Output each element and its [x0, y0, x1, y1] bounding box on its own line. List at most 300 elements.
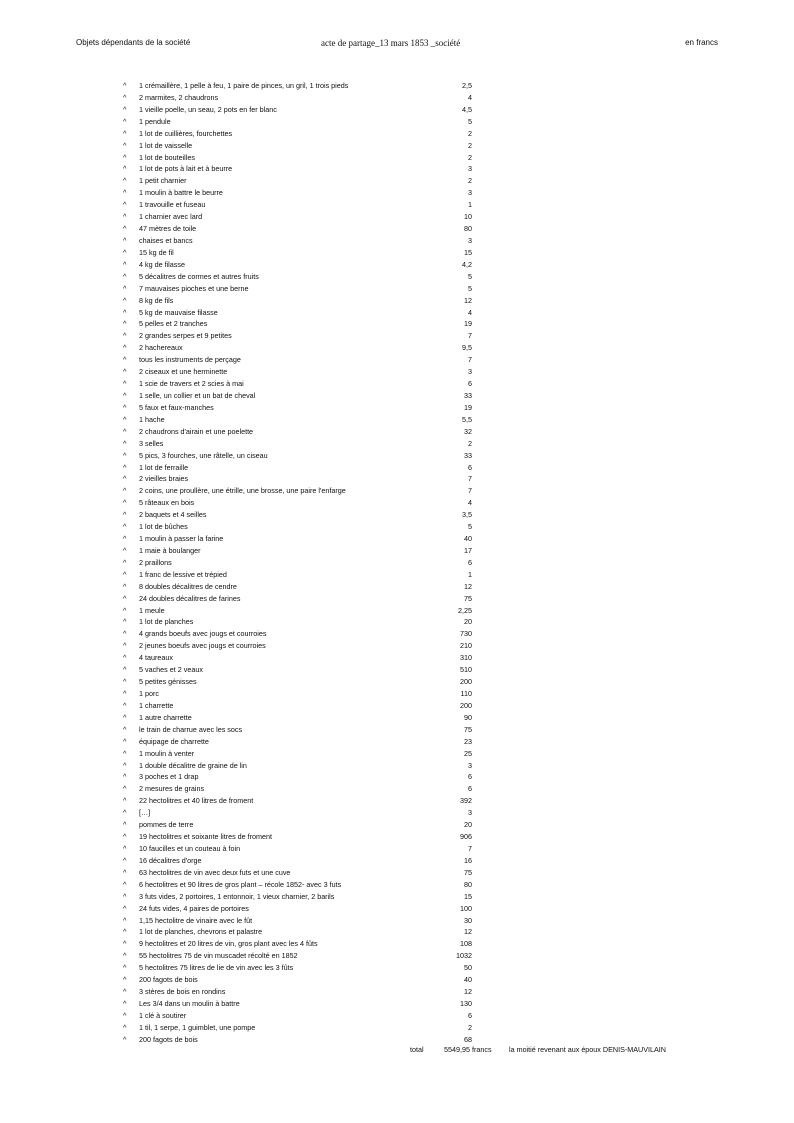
list-item [120, 903, 472, 915]
list-bullet: ^ [123, 331, 127, 341]
item-value: 19 [464, 319, 472, 329]
item-label: 1 lot de cuillières, fourchettes [139, 128, 233, 138]
item-label: 1,15 hectolitre de vinaire avec le fût [139, 915, 253, 925]
list-item [120, 199, 472, 211]
list-item [120, 569, 472, 581]
list-item [120, 1010, 472, 1022]
item-value: 6 [468, 379, 472, 389]
list-bullet: ^ [123, 1010, 127, 1020]
list-item [120, 521, 472, 533]
list-item [120, 783, 472, 795]
item-label: 4 grands boeufs avec jougs et courroies [139, 629, 267, 639]
list-bullet: ^ [123, 450, 127, 460]
item-label: […] [139, 808, 151, 818]
item-value: 4 [468, 92, 472, 102]
item-label: 1 travouille et fuseau [139, 200, 206, 210]
item-label: 1 selle, un collier et un bat de cheval [139, 390, 256, 400]
item-label: 2 baquets et 4 seilles [139, 510, 207, 520]
list-item [120, 104, 472, 116]
item-value: 15 [464, 247, 472, 257]
item-value: 20 [464, 617, 472, 627]
list-item [120, 509, 472, 521]
item-value: 210 [460, 641, 472, 651]
item-value: 15 [464, 891, 472, 901]
list-bullet: ^ [123, 617, 127, 627]
list-item [120, 855, 472, 867]
list-bullet: ^ [123, 343, 127, 353]
list-item [120, 354, 472, 366]
item-value: 7 [468, 474, 472, 484]
item-value: 3 [468, 188, 472, 198]
item-value: 3 [468, 808, 472, 818]
list-item [120, 1034, 472, 1046]
list-bullet: ^ [123, 128, 127, 138]
list-item [120, 462, 472, 474]
item-label: 16 décalitres d'orge [139, 855, 202, 865]
item-label: 3 selles [139, 438, 164, 448]
list-item [120, 80, 472, 92]
item-value: 2 [468, 128, 472, 138]
item-value: 33 [464, 390, 472, 400]
list-bullet: ^ [123, 832, 127, 842]
item-label: 55 hectolitres 75 de vin muscadet récolté en 1852 [139, 951, 298, 961]
list-bullet: ^ [123, 557, 127, 567]
list-bullet: ^ [123, 486, 127, 496]
item-value: 4 [468, 307, 472, 317]
list-item [120, 867, 472, 879]
item-value: 4,2 [462, 259, 472, 269]
item-value: 7 [468, 331, 472, 341]
list-bullet: ^ [123, 390, 127, 400]
list-item [120, 92, 472, 104]
list-item [120, 688, 472, 700]
item-value: 68 [464, 1034, 472, 1044]
item-label: 3 stères de bois en rondins [139, 987, 226, 997]
item-label: 2 mesures de grains [139, 784, 205, 794]
list-item [120, 557, 472, 569]
list-bullet: ^ [123, 295, 127, 305]
list-bullet: ^ [123, 820, 127, 830]
item-label: 1 hache [139, 414, 165, 424]
list-bullet: ^ [123, 998, 127, 1008]
list-bullet: ^ [123, 927, 127, 937]
item-value: 40 [464, 975, 472, 985]
list-bullet: ^ [123, 569, 127, 579]
item-label: 47 mètres de toile [139, 224, 197, 234]
list-item [120, 187, 472, 199]
list-bullet: ^ [123, 808, 127, 818]
item-value: 100 [460, 903, 472, 913]
item-label: 5 vaches et 2 veaux [139, 665, 203, 675]
item-value: 310 [460, 653, 472, 663]
list-bullet: ^ [123, 724, 127, 734]
list-bullet: ^ [123, 1022, 127, 1032]
list-bullet: ^ [123, 867, 127, 877]
list-bullet: ^ [123, 224, 127, 234]
list-item [120, 640, 472, 652]
list-bullet: ^ [123, 307, 127, 317]
item-label: 24 futs vides, 4 paires de portoires [139, 903, 249, 913]
list-item [120, 998, 472, 1010]
list-bullet: ^ [123, 140, 127, 150]
list-item [120, 533, 472, 545]
list-bullet: ^ [123, 891, 127, 901]
item-label: 2 hachereaux [139, 343, 183, 353]
list-item [120, 485, 472, 497]
list-bullet: ^ [123, 462, 127, 472]
item-value: 2,5 [462, 81, 472, 90]
list-bullet: ^ [123, 736, 127, 746]
item-label: 19 hectolitres et soixante litres de froment [139, 832, 273, 842]
list-bullet: ^ [123, 963, 127, 973]
list-item [120, 605, 472, 617]
list-bullet: ^ [123, 796, 127, 806]
list-bullet: ^ [123, 939, 127, 949]
item-label: 1 lot de bouteilles [139, 152, 195, 162]
item-value: 75 [464, 867, 472, 877]
list-bullet: ^ [123, 545, 127, 555]
list-bullet: ^ [123, 784, 127, 794]
list-item [120, 748, 472, 760]
list-item [120, 175, 472, 187]
item-label: 5 petites génisses [139, 677, 197, 687]
list-bullet: ^ [123, 212, 127, 222]
item-value: 200 [460, 677, 472, 687]
item-label: 22 hectolitres et 40 litres de froment [139, 796, 254, 806]
item-value: 7 [468, 355, 472, 365]
item-value: 80 [464, 224, 472, 234]
list-item [120, 676, 472, 688]
header-currency-label: en francs [685, 38, 718, 47]
item-label: 8 doubles décalitres de cendre [139, 581, 237, 591]
list-item [120, 330, 472, 342]
list-item [120, 128, 472, 140]
list-bullet: ^ [123, 510, 127, 520]
header-center-title: acte de partage_13 mars 1853 _société [321, 38, 461, 48]
list-item [120, 426, 472, 438]
item-value: 12 [464, 295, 472, 305]
item-label: 5 kg de mauvaise filasse [139, 307, 218, 317]
item-label: chaises et bancs [139, 235, 193, 245]
item-label: 2 marmites, 2 chaudrons [139, 92, 219, 102]
list-bullet: ^ [123, 104, 127, 114]
item-label: 2 grandes serpes et 9 petites [139, 331, 232, 341]
list-item [120, 473, 472, 485]
list-bullet: ^ [123, 367, 127, 377]
item-label: 5 décalitres de cormes et autres fruits [139, 271, 259, 281]
list-bullet: ^ [123, 975, 127, 985]
list-item [120, 819, 472, 831]
total-note: la moitié revenant aux époux DENIS-MAUVILAIN [509, 1045, 666, 1054]
item-value: 906 [460, 832, 472, 842]
item-value: 3 [468, 164, 472, 174]
list-bullet: ^ [123, 81, 127, 90]
list-item [120, 891, 472, 903]
item-value: 12 [464, 987, 472, 997]
list-bullet: ^ [123, 653, 127, 663]
list-bullet: ^ [123, 176, 127, 186]
list-item [120, 879, 472, 891]
list-item [120, 414, 472, 426]
item-value: 6 [468, 772, 472, 782]
item-value: 510 [460, 665, 472, 675]
list-bullet: ^ [123, 629, 127, 639]
item-label: 1 lot de pots à lait et à beurre [139, 164, 233, 174]
list-bullet: ^ [123, 426, 127, 436]
item-value: 5 [468, 271, 472, 281]
item-value: 200 [460, 700, 472, 710]
item-value: 5,5 [462, 414, 472, 424]
item-label: 1 clé à soutirer [139, 1010, 187, 1020]
item-label: 4 taureaux [139, 653, 173, 663]
list-item [120, 712, 472, 724]
item-value: 5 [468, 283, 472, 293]
list-item [120, 318, 472, 330]
list-bullet: ^ [123, 665, 127, 675]
item-value: 130 [460, 998, 472, 1008]
list-item [120, 402, 472, 414]
item-label: 1 meule [139, 605, 165, 615]
item-label: 5 râteaux en bois [139, 498, 195, 508]
list-bullet: ^ [123, 235, 127, 245]
list-item [120, 974, 472, 986]
list-item [120, 140, 472, 152]
list-item [120, 163, 472, 175]
item-label: 1 maie à boulanger [139, 545, 201, 555]
item-label: tous les instruments de perçage [139, 355, 241, 365]
item-label: équipage de charrette [139, 736, 209, 746]
list-bullet: ^ [123, 271, 127, 281]
item-label: 1 petit charnier [139, 176, 187, 186]
item-label: 1 moulin à passer la farine [139, 534, 224, 544]
list-item [120, 831, 472, 843]
list-bullet: ^ [123, 438, 127, 448]
item-value: 3 [468, 235, 472, 245]
item-value: 108 [460, 939, 472, 949]
list-item [120, 664, 472, 676]
list-bullet: ^ [123, 677, 127, 687]
item-label: 2 praillons [139, 557, 172, 567]
item-label: 5 pelles et 2 tranches [139, 319, 208, 329]
list-bullet: ^ [123, 259, 127, 269]
list-bullet: ^ [123, 200, 127, 210]
list-bullet: ^ [123, 987, 127, 997]
item-value: 2,25 [458, 605, 472, 615]
list-bullet: ^ [123, 402, 127, 412]
list-item [120, 116, 472, 128]
list-item [120, 700, 472, 712]
list-item [120, 962, 472, 974]
list-item [120, 760, 472, 772]
list-bullet: ^ [123, 414, 127, 424]
list-item [120, 581, 472, 593]
item-value: 17 [464, 545, 472, 555]
list-bullet: ^ [123, 700, 127, 710]
item-label: 24 doubles décalitres de farines [139, 593, 241, 603]
item-value: 2 [468, 152, 472, 162]
item-value: 3,5 [462, 510, 472, 520]
list-item [120, 390, 472, 402]
item-label: 1 moulin à venter [139, 748, 195, 758]
list-bullet: ^ [123, 355, 127, 365]
item-label: le train de charrue avec les socs [139, 724, 243, 734]
item-value: 2 [468, 176, 472, 186]
inventory-list [120, 80, 472, 1046]
item-value: 2 [468, 140, 472, 150]
item-label: 3 poches et 1 drap [139, 772, 199, 782]
list-item [120, 497, 472, 509]
list-item [120, 628, 472, 640]
list-bullet: ^ [123, 474, 127, 484]
list-bullet: ^ [123, 1034, 127, 1044]
list-item [120, 593, 472, 605]
list-item [120, 545, 472, 557]
item-label: 5 pics, 3 fourches, une râtelle, un ciseau [139, 450, 268, 460]
list-bullet: ^ [123, 152, 127, 162]
list-bullet: ^ [123, 593, 127, 603]
item-value: 30 [464, 915, 472, 925]
item-value: 90 [464, 712, 472, 722]
list-item [120, 652, 472, 664]
list-item [120, 342, 472, 354]
list-item [120, 259, 472, 271]
total-value: 5549,95 francs [444, 1045, 492, 1054]
list-item [120, 152, 472, 164]
item-label: 1 charnier avec lard [139, 212, 203, 222]
item-value: 10 [464, 212, 472, 222]
header-left-title: Objets dépendants de la société [76, 38, 191, 47]
list-item [120, 771, 472, 783]
list-item [120, 307, 472, 319]
item-value: 4,5 [462, 104, 472, 114]
item-label: 1 lot de vaisselle [139, 140, 193, 150]
item-value: 80 [464, 879, 472, 889]
list-item [120, 950, 472, 962]
list-bullet: ^ [123, 951, 127, 961]
item-label: 1 franc de lessive et trépied [139, 569, 227, 579]
item-value: 6 [468, 557, 472, 567]
item-value: 12 [464, 927, 472, 937]
list-item [120, 843, 472, 855]
list-bullet: ^ [123, 283, 127, 293]
list-bullet: ^ [123, 164, 127, 174]
item-label: 6 hectolitres et 90 litres de gros plant – récole 1852- avec 3 futs [139, 879, 342, 889]
item-label: 5 faux et faux-manches [139, 402, 214, 412]
item-label: 9 hectolitres et 20 litres de vin, gros plant avec les 4 fûts [139, 939, 318, 949]
list-bullet: ^ [123, 903, 127, 913]
item-value: 3 [468, 760, 472, 770]
item-label: 1 til, 1 serpe, 1 guimblet, une pompe [139, 1022, 256, 1032]
item-label: 1 double décalitre de graine de lin [139, 760, 247, 770]
item-value: 3 [468, 367, 472, 377]
item-label: 4 kg de filasse [139, 259, 185, 269]
item-label: 2 vieilles braies [139, 474, 189, 484]
list-item [120, 986, 472, 998]
list-bullet: ^ [123, 712, 127, 722]
list-item [120, 736, 472, 748]
list-bullet: ^ [123, 92, 127, 102]
item-value: 19 [464, 402, 472, 412]
item-label: 10 faucilles et un couteau à foin [139, 844, 241, 853]
list-item [120, 211, 472, 223]
item-value: 110 [460, 689, 472, 699]
item-value: 9,5 [462, 343, 472, 353]
list-item [120, 450, 472, 462]
item-value: 6 [468, 462, 472, 472]
list-bullet: ^ [123, 605, 127, 615]
item-value: 4 [468, 498, 472, 508]
list-item [120, 247, 472, 259]
list-item [120, 366, 472, 378]
item-label: 200 fagots de bois [139, 1034, 198, 1044]
item-value: 20 [464, 820, 472, 830]
list-item [120, 938, 472, 950]
item-label: 1 porc [139, 689, 159, 699]
item-value: 2 [468, 438, 472, 448]
item-label: 1 lot de bûches [139, 522, 188, 532]
item-label: 1 lot de planches, chevrons et palastre [139, 927, 263, 937]
list-bullet: ^ [123, 319, 127, 329]
list-bullet: ^ [123, 247, 127, 257]
item-value: 75 [464, 593, 472, 603]
item-label: 15 kg de fil [139, 247, 174, 257]
item-value: 1 [468, 569, 472, 579]
list-item [120, 223, 472, 235]
list-item [120, 926, 472, 938]
item-value: 2 [468, 1022, 472, 1032]
item-value: 12 [464, 581, 472, 591]
item-label: 5 hectolitres 75 litres de lie de vin avec les 3 fûts [139, 963, 294, 973]
total-label: total [410, 1045, 424, 1054]
item-value: 75 [464, 724, 472, 734]
item-value: 50 [464, 963, 472, 973]
list-bullet: ^ [123, 581, 127, 591]
list-item [120, 795, 472, 807]
list-bullet: ^ [123, 498, 127, 508]
item-label: pommes de terre [139, 820, 194, 830]
item-label: 1 pendule [139, 116, 171, 126]
item-label: 1 lot de ferraille [139, 462, 189, 472]
item-label: 2 chaudrons d'airain et une poelette [139, 426, 254, 436]
list-bullet: ^ [123, 844, 127, 853]
list-bullet: ^ [123, 116, 127, 126]
item-label: 1 moulin à battre le beurre [139, 188, 223, 198]
list-bullet: ^ [123, 772, 127, 782]
item-value: 25 [464, 748, 472, 758]
item-value: 40 [464, 534, 472, 544]
item-label: 1 crémaillère, 1 pelle à feu, 1 paire de pinces, un gril, 1 trois pieds [139, 81, 349, 90]
list-bullet: ^ [123, 534, 127, 544]
item-value: 1 [468, 200, 472, 210]
item-label: 2 ciseaux et une herminette [139, 367, 228, 377]
list-item [120, 1022, 472, 1034]
item-value: 33 [464, 450, 472, 460]
item-label: Les 3/4 dans un moulin à battre [139, 998, 240, 1008]
item-label: 1 scie de travers et 2 scies à mai [139, 379, 244, 389]
item-label: 63 hectolitres de vin avec deux futs et une cuve [139, 867, 291, 877]
list-bullet: ^ [123, 760, 127, 770]
item-value: 7 [468, 486, 472, 496]
list-item [120, 271, 472, 283]
list-item [120, 438, 472, 450]
list-bullet: ^ [123, 379, 127, 389]
list-item [120, 378, 472, 390]
list-item [120, 807, 472, 819]
list-item [120, 295, 472, 307]
item-value: 32 [464, 426, 472, 436]
list-bullet: ^ [123, 748, 127, 758]
item-label: 1 vieille poelle, un seau, 2 pots en fer blanc [139, 104, 277, 114]
